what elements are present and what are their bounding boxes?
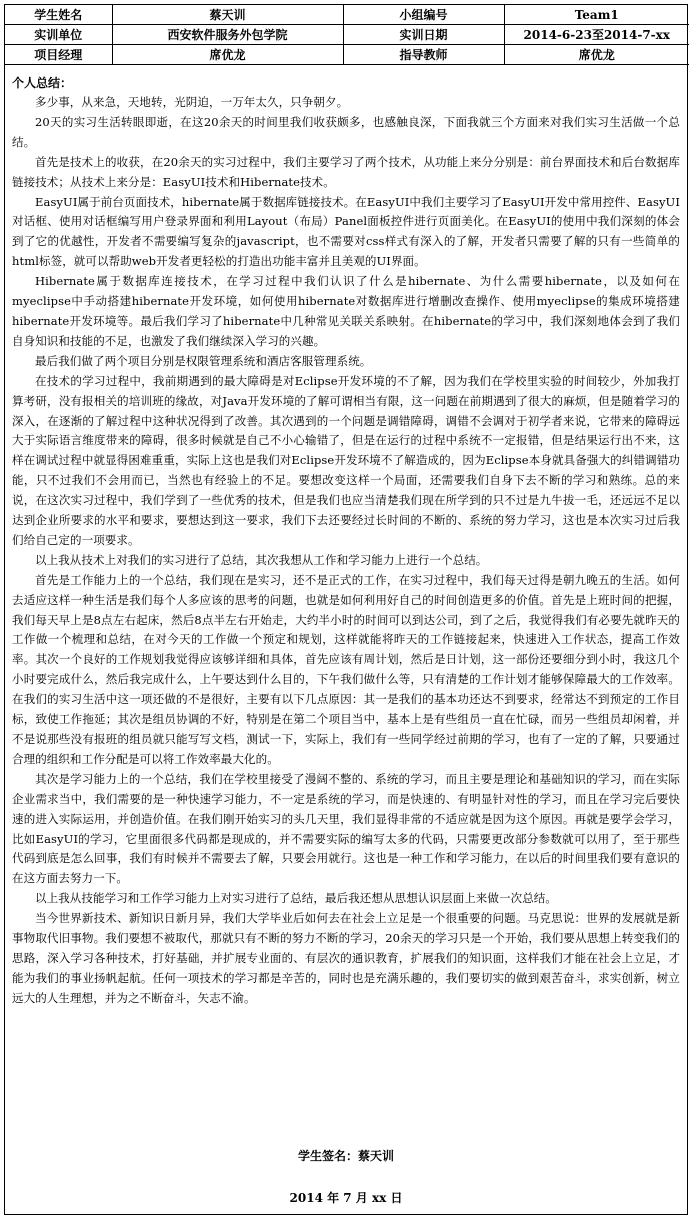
summary-paragraph: 多少事，从来急，天地转，光阴迫，一万年太久，只争朝夕。	[35, 95, 349, 109]
label-training-date: 实训日期	[343, 25, 504, 45]
info-row-unit	[5, 25, 689, 45]
info-row-manager	[5, 45, 689, 65]
summary-paragraph: 以上我从技术上对我们的实习进行了总结，其次我想从工作和学习能力上进行一个总结。	[35, 552, 488, 567]
summary-paragraph: 首先是技术上的收获，在20余天的实习过程中，我们主要学习了两个技术，从功能上来分分别是：前台界面技术和后台数据库链接技术；从技术上来分是：EasyUI技术和Hibernate技术。	[12, 154, 680, 189]
value-training-unit: 西安软件服务外包学院	[112, 25, 343, 45]
summary-paragraph: 20天的实习生活转眼即逝，在这20余天的时间里我们收获颇多，也感触良深，下面我就三个方面来对我们实习生活做一个总结。	[12, 114, 680, 149]
signature-date: 2014 年 7 月 xx 日	[289, 1191, 403, 1205]
summary-paragraph: 以上我从技能学习和工作学习能力上对实习进行了总结，最后我还想从思想认识层面上来做一次总结。	[35, 891, 557, 906]
info-row-student	[5, 5, 689, 25]
summary-paragraph: 首先是工作能力上的一个总结，我们现在是实习，还不是正式的工作，在实习过程中，我们每天过得是朝九晚五的生活。如何去适应这样一种生活是我们每个人多应该的思考的问题，也就是如何利用好自己的时间创造更多的价值。首先是上班时间的把握，我们每天早上是8点左右起床，然后8点半左右开始走，大约半小时的时间可以到达公司，到了之后，我觉得我们有必要先就昨天的工作做一个梳理和总结，在对今天的工作做一个预定和规划，这样就能将昨天的工作链接起来，快速进入工作状态，提高工作效率。其次一个良好的工作规划我觉得应该够详细和具体，首先应该有周计划，然后是日计划，这一部份还要细分到小时，我这几个小时要完成什么，然后我完成什么，上午要达到什么目的，下午我们做什么等，只有清楚的工作计划才能够保障最大的工作效率。在我们的实习生活中这一项还做的不是很好，主要有以下几点原因：其一是我们的基本功还达不到要求，经常达不到预定的工作目标，致使工作拖延；其次是组员协调的不好，特别是在第二个项目当中，基本上是有些组员一直在忙碌，而另一些组员却闲着，并不是说那些没有报班的组员就只能写写文档，测试一下，实际上，我们有一些同学经过前期的学习，也有了一定的了解，只要通过合理的组织和工作分配是可以将工作效率最大化的。	[12, 572, 680, 766]
value-group-id: Team1	[504, 5, 689, 25]
label-project-manager: 项目经理	[5, 45, 112, 65]
value-student-name: 蔡天训	[112, 5, 343, 25]
internship-report-sheet	[4, 4, 688, 1215]
summary-paragraph: Hibernate属于数据库连接技术，在学习过程中我们认识了什么是hibernate、为什么需要hibernate，以及如何在myeclipse中手动搭建hibernate开发环境，如何使用hibernate对数据库进行增删改查操作、使用myeclipse的集成环境搭建hibernate开发环境等。最后我们学习了hibernate中几种常见关联关系映射。在hibernate的学习中，我们深刻地体会到了我们自身知识和技能的不足，也激发了我们继续深入学习的兴趣。	[12, 274, 680, 348]
value-project-manager: 席优龙	[112, 45, 343, 65]
info-table	[5, 5, 689, 65]
summary-paragraph: 在技术的学习过程中，我前期遇到的最大障碍是对Eclipse开发环境的不了解，因为我们在学校里实验的时间较少，外加我打算考研，没有报相关的培训班的缘故，对Java开发环境的了解可谓相当有限，这一问题在前期遇到了很大的麻烦，但是随着学习的深入，在逐渐的了解过程中这种状况得到了改善。其次遇到的一个问题是调错障碍，调错不会调对于初学者来说，它带来的障碍远大于实际语言维度带来的障碍，很多时候就是自己不小心输错了，但是在运行的过程中系统不一定报错，但是结果运行出不来，这样在调试过程中就显得困难重重，实际上这也是我们对Eclipse开发环境不了解造成的，因为Eclipse本身就具备强大的纠错调错功能，只不过我们不会用而已，当然也有经验上的不足。要想改变这样一个局面，还需要我们自身下去不断的学习和熟练。总的来说，在这次实习过程中，我们学到了一些优秀的技术，但是我们也应当清楚我们现在所学到的只不过是九牛拔一毛，还远远不足以达到企业所要求的水平和要求，要想达到这一要求，我们下去还要经过长时间的不断的、系统的努力学习，这也是本次实习过后我们给自己定的一项要求。	[12, 373, 680, 547]
label-instructor: 指导教师	[343, 45, 504, 65]
value-instructor: 席优龙	[504, 45, 689, 65]
summary-paragraph: 当今世界新技术、新知识日新月异，我们大学毕业后如何去在社会上立足是一个很重要的问题。马克思说：世界的发展就是新事物取代旧事物。我们要想不被取代，那就只有不断的努力不断的学习，20余天的学习只是一个开始，我们要从思想上转变我们的思路，深入学习各种技术，打好基础，并扩展专业面的、有层次的通识教育，扩展我们的知识面，这样我们才能在社会上立足，才能为我们的事业扬帆起航。任何一项技术的学习都是辛苦的，同时也是充满乐趣的，我们要切实的做到艰苦奋斗，求实创新，树立远大的人生理想，并为之不断奋斗，矢志不渝。	[12, 911, 680, 1005]
label-training-unit: 实训单位	[5, 25, 112, 45]
summary-paragraph: EasyUI属于前台页面技术，hibernate属于数据库链接技术。在EasyUI中我们主要学习了EasyUI开发中常用控件、EasyUI对话框、使用对话框编写用户登录界面和利用Layout（布局）Panel面板控件进行页面美化。在EasyUI的使用中我们深刻的体会到了它的优越性，开发者不需要编写复杂的javascript，也不需要对css样式有深入的了解，开发者只需要了解的只有一些简单的html标签，就可以帮助web开发者更轻松的打造出功能丰富并且美观的UI界面。	[12, 194, 680, 269]
summary-paragraph: 其次是学习能力上的一个总结，我们在学校里接受了漫阔不整的、系统的学习，而且主要是理论和基础知识的学习，而在实际企业需求当中，我们需要的是一种快速学习能力，不一定是系统的学习，而是快速的、有明显针对性的学习，而且在学习完后要快速的进入实际运用，并创造价值。在我们刚开始实习的头几天里，我们显得非常的不适应就是因为这个原因。再就是要学会学习，比如EasyUI的学习，它里面很多代码都是现成的，并不需要实际的编写太多的代码，只需要更改部分参数就可以用了，至于那些代码到底是怎么回事，我们有时候并不需要去了解，只要会用就行。这也是一种工作和学习能力，在以后的时间里我们要有意识的在这方面去努力一下。	[12, 771, 680, 886]
summary-title: 个人总结：	[12, 76, 73, 90]
label-student-name: 学生姓名	[5, 5, 112, 25]
student-signature: 学生签名：蔡天训	[297, 1149, 394, 1163]
value-training-date: 2014-6-23至2014-7-xx	[504, 25, 689, 45]
summary-paragraph: 最后我们做了两个项目分别是权限管理系统和酒店客服管理系统。	[35, 353, 372, 368]
personal-summary	[5, 69, 687, 1214]
label-group-id: 小组编号	[343, 5, 504, 25]
